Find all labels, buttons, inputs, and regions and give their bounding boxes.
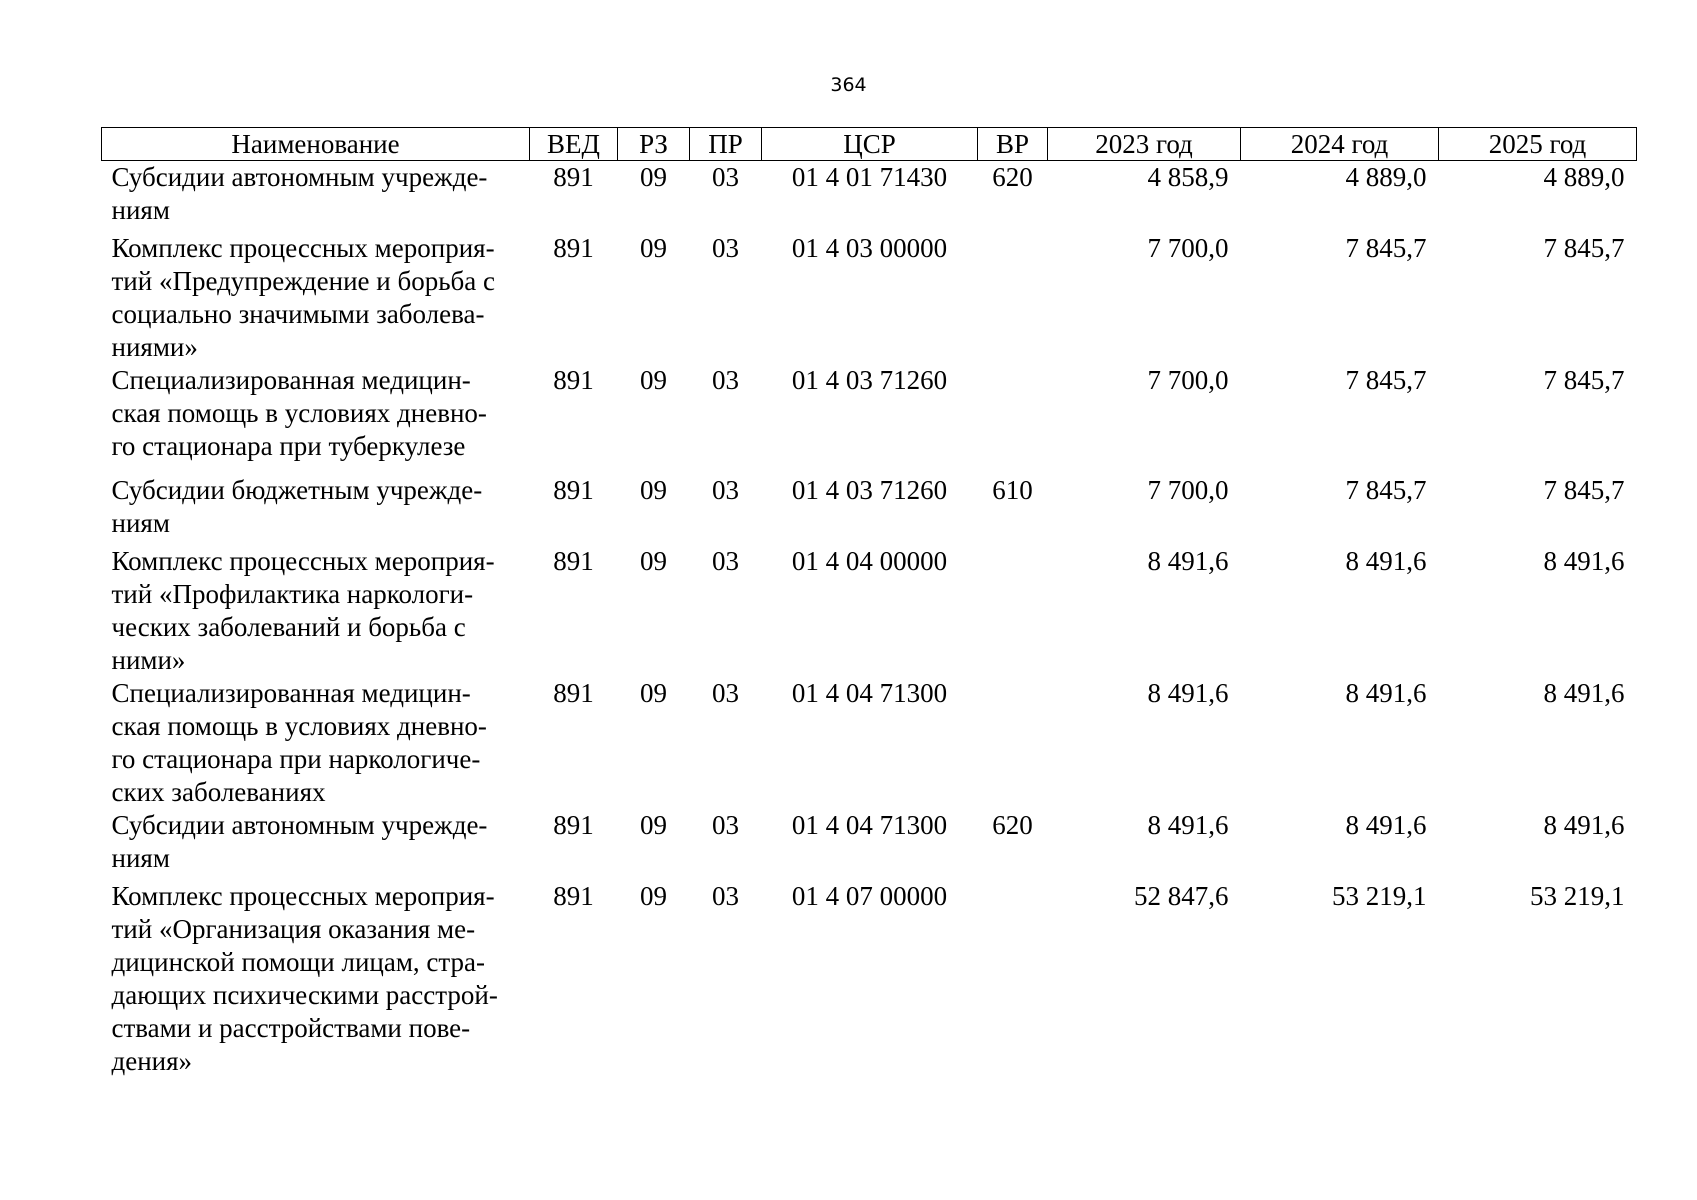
row-2025: 7 845,7 [1543, 233, 1625, 263]
row-vr: 620 [992, 810, 1033, 840]
row-pr: 03 [712, 365, 739, 395]
row-csr: 01 4 03 71260 [791, 365, 948, 395]
budget-table [101, 127, 1637, 1078]
row-name-line: социально значимыми заболева- [111, 299, 485, 329]
row-2023: 8 491,6 [1147, 546, 1229, 576]
table-row [102, 677, 1637, 809]
row-vr: 620 [992, 162, 1033, 192]
row-name-line: ниям [111, 508, 170, 538]
row-2025: 4 889,0 [1543, 162, 1625, 192]
table-row [102, 809, 1637, 880]
row-name-line: дицинской помощи лицам, стра- [111, 947, 486, 977]
row-2023: 8 491,6 [1147, 810, 1229, 840]
table-row [102, 232, 1637, 364]
row-vr [978, 364, 1048, 474]
row-rz: 09 [640, 678, 667, 708]
row-2023: 7 700,0 [1147, 475, 1229, 505]
row-name-line: тий «Профилактика наркологи- [111, 579, 474, 609]
table-row [102, 474, 1637, 545]
row-name-line: Субсидии бюджетным учрежде- [111, 475, 483, 505]
row-rz: 09 [640, 475, 667, 505]
row-ved: 891 [553, 162, 594, 192]
row-name-line: го стационара при туберкулезе [111, 431, 466, 461]
row-ved: 891 [553, 810, 594, 840]
row-name [102, 545, 530, 677]
row-2025: 8 491,6 [1543, 810, 1625, 840]
row-2023: 7 700,0 [1147, 233, 1229, 263]
row-name-line: ствами и расстройствами пове- [111, 1013, 471, 1043]
row-name-line: Специализированная медицин- [111, 678, 471, 708]
row-name-line: ская помощь в условиях дневно- [111, 711, 487, 741]
row-name-line: тий «Организация оказания ме- [111, 914, 476, 944]
row-2023: 7 700,0 [1147, 365, 1229, 395]
row-name-line: Субсидии автономным учрежде- [111, 162, 488, 192]
row-ved: 891 [553, 881, 594, 911]
row-vr [978, 232, 1048, 364]
header-vr: ВР [978, 128, 1048, 161]
row-ved: 891 [553, 475, 594, 505]
header-pr: ПР [690, 128, 762, 161]
row-rz: 09 [640, 365, 667, 395]
row-name [102, 364, 530, 474]
row-name-line: ниям [111, 843, 170, 873]
row-vr: 610 [992, 475, 1033, 505]
row-2025: 7 845,7 [1543, 365, 1625, 395]
row-vr [978, 545, 1048, 677]
row-2025: 8 491,6 [1543, 678, 1625, 708]
row-name [102, 677, 530, 809]
row-name-line: дения» [111, 1046, 193, 1076]
header-2023: 2023 год [1048, 128, 1241, 161]
table-body [102, 161, 1637, 1079]
table-row [102, 880, 1637, 1078]
row-name [102, 474, 530, 545]
row-name-line: ская помощь в условиях дневно- [111, 398, 487, 428]
row-2024: 8 491,6 [1345, 678, 1427, 708]
row-rz: 09 [640, 810, 667, 840]
row-name-line: дающих психическими расстрой- [111, 980, 498, 1010]
row-name-line: Комплекс процессных мероприя- [111, 881, 495, 911]
row-name-line: ских заболеваниях [111, 777, 326, 807]
table-row [102, 161, 1637, 233]
row-2024: 7 845,7 [1345, 475, 1427, 505]
row-ved: 891 [553, 365, 594, 395]
row-csr: 01 4 03 00000 [791, 233, 948, 263]
row-csr: 01 4 07 00000 [791, 881, 948, 911]
table-header-row [102, 128, 1637, 161]
header-name: Наименование [102, 128, 530, 161]
row-pr: 03 [712, 162, 739, 192]
row-csr: 01 4 03 71260 [791, 475, 948, 505]
header-2024: 2024 год [1241, 128, 1439, 161]
row-2024: 4 889,0 [1345, 162, 1427, 192]
row-name-line: Комплекс процессных мероприя- [111, 233, 495, 263]
row-vr [978, 677, 1048, 809]
row-name-line: тий «Предупреждение и борьба с [111, 266, 495, 296]
row-2024: 7 845,7 [1345, 365, 1427, 395]
page-number: 364 [830, 74, 867, 96]
row-2025: 53 219,1 [1530, 881, 1625, 911]
row-name-line: Специализированная медицин- [111, 365, 471, 395]
row-pr: 03 [712, 810, 739, 840]
row-2025: 8 491,6 [1543, 546, 1625, 576]
row-pr: 03 [712, 233, 739, 263]
row-csr: 01 4 04 71300 [791, 810, 948, 840]
row-name-line: ческих заболеваний и борьба с [111, 612, 466, 642]
row-csr: 01 4 04 00000 [791, 546, 948, 576]
row-ved: 891 [553, 546, 594, 576]
header-ved: ВЕД [530, 128, 618, 161]
row-2024: 53 219,1 [1332, 881, 1427, 911]
row-pr: 03 [712, 546, 739, 576]
header-csr: ЦСР [762, 128, 978, 161]
row-2023: 52 847,6 [1134, 881, 1229, 911]
row-ved: 891 [553, 233, 594, 263]
header-rz: РЗ [618, 128, 690, 161]
row-csr: 01 4 04 71300 [791, 678, 948, 708]
row-ved: 891 [553, 678, 594, 708]
row-name-line: ниям [111, 195, 170, 225]
row-name [102, 809, 530, 880]
table-row [102, 364, 1637, 474]
row-2024: 7 845,7 [1345, 233, 1427, 263]
row-2024: 8 491,6 [1345, 810, 1427, 840]
row-name [102, 232, 530, 364]
row-name-line: ними» [111, 645, 186, 675]
row-name-line: Комплекс процессных мероприя- [111, 546, 495, 576]
row-2023: 8 491,6 [1147, 678, 1229, 708]
row-name [102, 880, 530, 1078]
header-2025: 2025 год [1439, 128, 1637, 161]
row-pr: 03 [712, 475, 739, 505]
row-pr: 03 [712, 881, 739, 911]
row-rz: 09 [640, 162, 667, 192]
table-row [102, 545, 1637, 677]
row-name [102, 161, 530, 233]
row-vr [978, 880, 1048, 1078]
row-rz: 09 [640, 546, 667, 576]
row-2025: 7 845,7 [1543, 475, 1625, 505]
row-pr: 03 [712, 678, 739, 708]
row-rz: 09 [640, 881, 667, 911]
row-name-line: Субсидии автономным учрежде- [111, 810, 488, 840]
row-name-line: ниями» [111, 332, 198, 362]
row-name-line: го стационара при наркологиче- [111, 744, 481, 774]
row-2024: 8 491,6 [1345, 546, 1427, 576]
row-csr: 01 4 01 71430 [791, 162, 948, 192]
row-2023: 4 858,9 [1147, 162, 1229, 192]
row-rz: 09 [640, 233, 667, 263]
